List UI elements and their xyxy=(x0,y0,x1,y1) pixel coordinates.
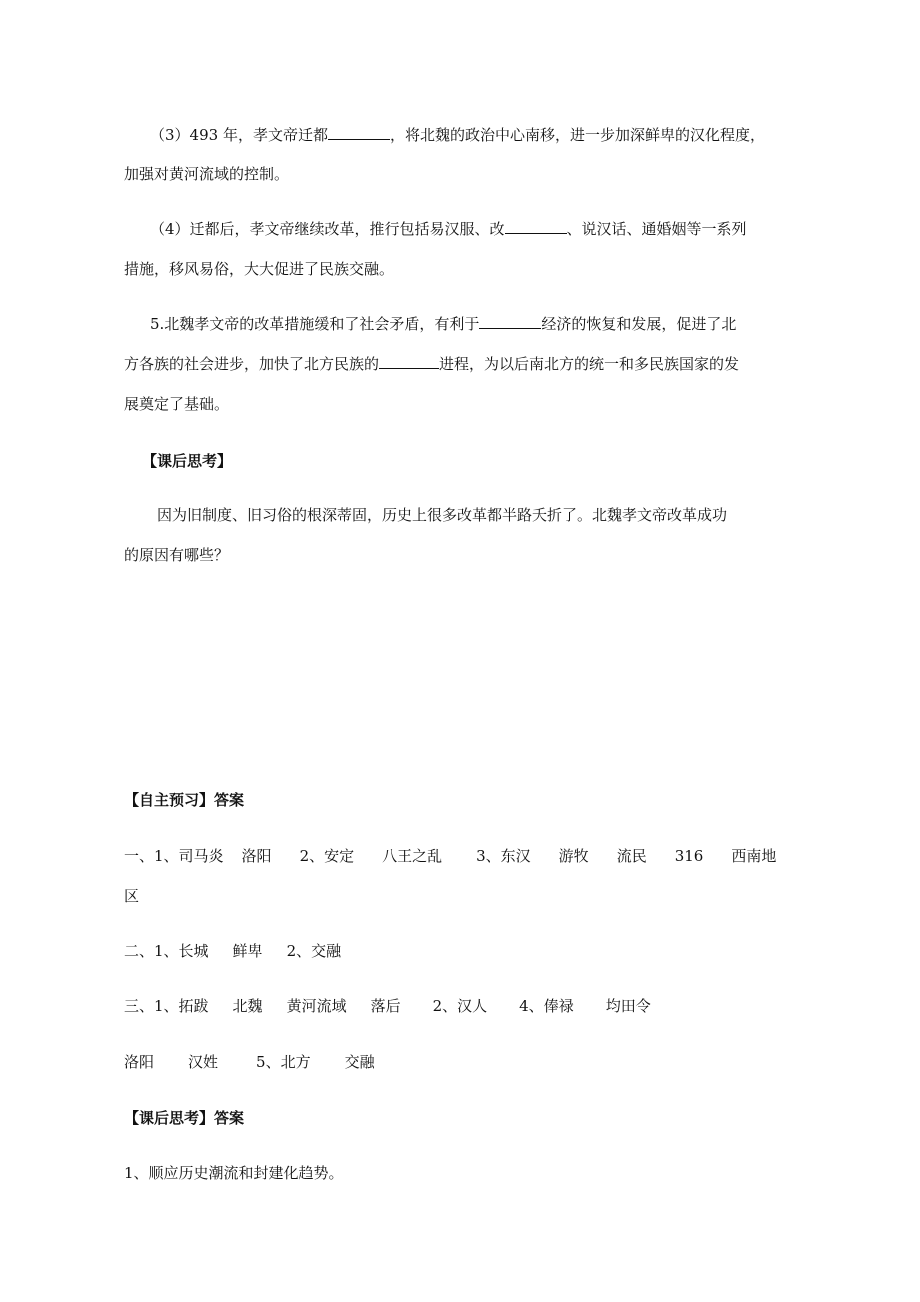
answer-item: 八王之乱 xyxy=(382,847,443,865)
q3-blank[interactable] xyxy=(328,124,390,140)
answer-item: 洛阳 xyxy=(241,847,272,865)
q5-blank-1[interactable] xyxy=(479,313,541,329)
answer-item: 西南地 xyxy=(731,847,777,865)
q5-blank-2[interactable] xyxy=(379,353,439,369)
after-class-heading: 【课后思考】 xyxy=(142,452,233,470)
preview-answers-row-4 xyxy=(124,1052,375,1072)
q4-text-after-blank: 、说汉话、通婚姻等一系列 xyxy=(566,220,747,238)
answer-item: 5、北方 xyxy=(256,1053,311,1071)
q5-line-2 xyxy=(124,353,739,374)
q5-line-3: 展奠定了基础。 xyxy=(124,395,230,413)
preview-answers-row-1-cont: 区 xyxy=(124,887,140,905)
answer-item: 2、交融 xyxy=(286,942,342,960)
q4-text-before-blank: （4）迁都后，孝文帝继续改革，推行包括易汉服、改 xyxy=(150,220,505,238)
preview-answers-row-3 xyxy=(124,996,651,1016)
q5-text-before-blank-1: 5.北魏孝文帝的改革措施缓和了社会矛盾，有利于 xyxy=(150,315,480,333)
answer-item: 2、安定 xyxy=(299,847,355,865)
q3-line-2: 加强对黄河流域的控制。 xyxy=(124,165,290,183)
preview-answers-row-2 xyxy=(124,941,341,961)
answer-item: 二、1、长城 xyxy=(124,942,209,960)
q4-blank[interactable] xyxy=(505,218,567,234)
q3-text-before-blank: （3）493 年，孝文帝迁都 xyxy=(150,126,328,144)
answer-item: 三、1、拓跋 xyxy=(124,997,209,1015)
answer-item: 游牧 xyxy=(558,847,589,865)
answer-item: 汉姓 xyxy=(188,1053,219,1071)
answer-item: 流民 xyxy=(616,847,647,865)
answer-item: 3、东汉 xyxy=(476,847,531,865)
thinking-answers-heading: 【课后思考】答案 xyxy=(124,1109,245,1127)
q5-text-after-blank-1: 经济的恢复和发展，促进了北 xyxy=(541,315,737,333)
answer-item: 洛阳 xyxy=(124,1053,155,1071)
after-class-line-1: 因为旧制度、旧习俗的根深蒂固，历史上很多改革都半路夭折了。北魏孝文帝改革成功 xyxy=(157,506,728,524)
thinking-answers-line-1: 1、顺应历史潮流和封建化趋势。 xyxy=(124,1164,344,1182)
q4-line-2: 措施，移风易俗，大大促进了民族交融。 xyxy=(124,260,395,278)
q4-line-1 xyxy=(150,218,747,239)
after-class-line-2: 的原因有哪些？ xyxy=(124,546,230,564)
answer-item: 鲜卑 xyxy=(232,942,263,960)
answer-item: 316 xyxy=(674,847,704,865)
answer-item: 交融 xyxy=(344,1053,375,1071)
answer-item: 一、1、司马炎 xyxy=(124,847,224,865)
q3-line-1 xyxy=(150,124,765,145)
q5-text-before-blank-2: 方各族的社会进步，加快了北方民族的 xyxy=(124,355,380,373)
answer-item: 4、俸禄 xyxy=(519,997,574,1015)
q3-text-after-blank: ，将北魏的政治中心南移，进一步加深鲜卑的汉化程度， xyxy=(389,126,765,144)
preview-answers-row-1 xyxy=(124,846,776,866)
answer-item: 落后 xyxy=(370,997,401,1015)
answer-item: 均田令 xyxy=(605,997,651,1015)
q5-text-after-blank-2: 进程，为以后南北方的统一和多民族国家的发 xyxy=(439,355,740,373)
answer-item: 2、汉人 xyxy=(432,997,488,1015)
preview-answers-heading: 【自主预习】答案 xyxy=(124,791,245,809)
q5-line-1 xyxy=(150,313,736,334)
answer-item: 北魏 xyxy=(232,997,263,1015)
answer-item: 黄河流域 xyxy=(286,997,347,1015)
